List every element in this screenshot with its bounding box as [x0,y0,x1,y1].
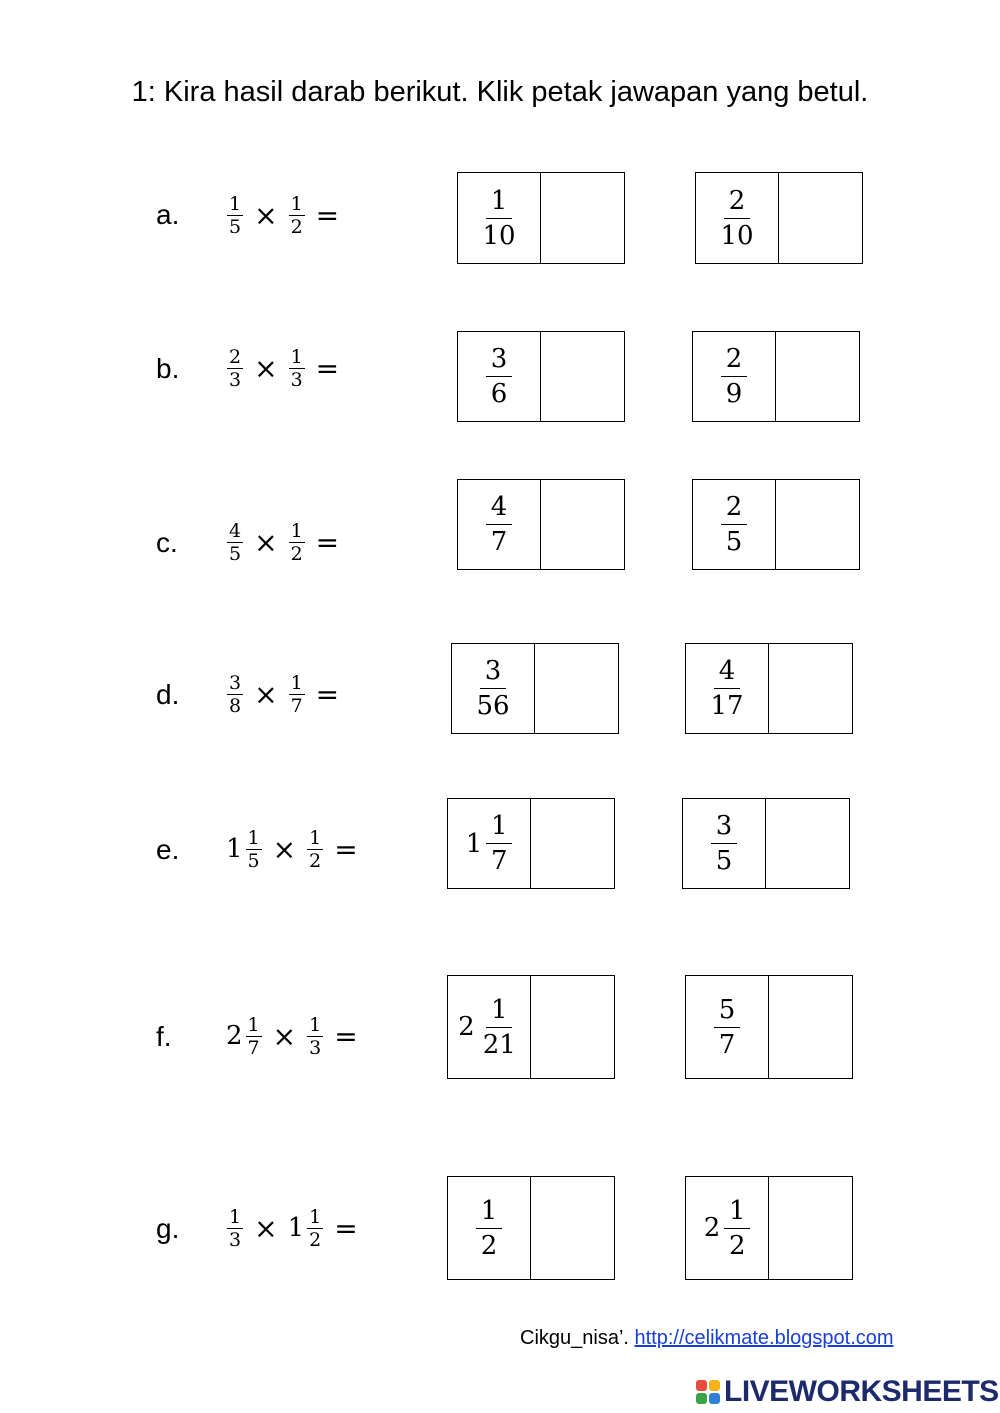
answer-option-1[interactable] [447,975,615,1079]
right-fraction: $\frac{1}{2}$ [309,826,322,872]
times-operator: × [254,198,278,232]
left-fraction: $\frac{1}{5}$ [247,826,260,872]
question-expression [226,664,349,724]
question-row-c [0,478,1000,588]
answer-check-cell[interactable] [531,799,614,888]
author-credit [520,1327,894,1350]
answer-check-cell[interactable] [541,332,624,421]
question-label: f. [156,1021,172,1052]
logo-square [696,1380,707,1391]
right-fraction: $\frac{1}{2}$ [290,519,303,565]
answer-check-cell[interactable] [769,976,852,1078]
answer-option-2[interactable] [692,479,860,570]
option-value: 2 10 [696,173,779,263]
answer-check-cell[interactable] [769,644,852,733]
equals-sign: = [334,1211,358,1245]
right-fraction: $\frac{1}{3}$ [290,345,303,391]
option-value: 4 17 [686,644,769,733]
left-fraction: $\frac{1}{7}$ [247,1013,260,1059]
question-row-d [0,642,1000,752]
equals-sign: = [315,198,340,232]
answer-check-cell[interactable] [776,332,859,421]
left-fraction: $\frac{1}{5}$ [229,192,242,238]
question-row-b [0,330,1000,440]
right-fraction: $\frac{1}{3}$ [309,1013,322,1059]
answer-option-1[interactable] [447,1176,615,1280]
right-fraction: $\frac{1}{2}$ [290,192,303,238]
right-whole: 1 [287,1213,305,1243]
answer-option-1[interactable] [451,643,619,734]
right-fraction: $\frac{1}{7}$ [290,671,303,717]
equals-sign: = [315,677,340,711]
question-label: e. [156,834,180,865]
equals-sign: = [315,351,340,385]
option-value: 3 6 [458,332,541,421]
left-fraction: $\frac{2}{3}$ [229,345,242,391]
answer-check-cell[interactable] [766,799,849,888]
left-fraction: $\frac{4}{5}$ [229,519,242,565]
times-operator: × [254,677,278,711]
times-operator: × [254,351,278,385]
question-row-g [0,1176,1000,1286]
times-operator: × [254,1211,278,1245]
answer-option-1[interactable] [457,331,625,422]
question-expression [226,1198,368,1258]
liveworksheets-brand [696,1375,999,1409]
answer-option-1[interactable] [457,479,625,570]
logo-square [709,1380,720,1391]
answer-check-cell[interactable] [541,173,624,263]
answer-check-cell[interactable] [541,480,624,569]
times-operator: × [272,1019,297,1053]
option-value: 4 7 [458,480,541,569]
answer-check-cell[interactable] [531,976,614,1078]
answer-option-2[interactable] [695,172,863,264]
option-value: 5 7 [686,976,769,1078]
question-label: b. [156,353,180,384]
question-label: d. [156,679,180,710]
answer-check-cell[interactable] [531,1177,614,1279]
option-value: 1 10 [458,173,541,263]
question-row-a [0,170,1000,280]
times-operator: × [272,832,297,866]
question-row-e [0,797,1000,907]
blog-link[interactable]: http://celikmate.blogspot.com [634,1327,894,1349]
question-label: a. [156,199,180,230]
question-label: c. [156,527,178,558]
logo-square [696,1393,707,1404]
option-value: 2 1 21 [448,976,531,1078]
brand-name: LIVEWORKSHEETS [724,1375,999,1408]
question-label: g. [156,1213,180,1244]
question-expression [226,338,349,398]
question-expression [226,185,349,245]
answer-option-2[interactable] [685,1176,853,1280]
instruction-title: 1: Kira hasil darab berikut. Klik petak jawapan yang betul. [131,76,869,108]
answer-check-cell[interactable] [769,1177,852,1279]
option-value: 3 56 [452,644,535,733]
equals-sign: = [334,832,358,866]
answer-option-2[interactable] [682,798,850,889]
left-whole: 1 [226,834,243,864]
answer-check-cell[interactable] [776,480,859,569]
answer-option-1[interactable] [447,798,615,889]
answer-check-cell[interactable] [779,173,862,263]
answer-check-cell[interactable] [535,644,618,733]
left-fraction: $\frac{3}{8}$ [229,671,242,717]
answer-option-2[interactable] [692,331,860,422]
option-value: 2 9 [693,332,776,421]
option-value: 3 5 [683,799,766,888]
answer-option-1[interactable] [457,172,625,264]
liveworksheets-logo-icon [696,1380,720,1404]
equals-sign: = [334,1019,358,1053]
author-name: Cikgu_nisa’. [520,1327,629,1349]
times-operator: × [254,525,278,559]
option-value: 2 5 [693,480,776,569]
question-expression [226,819,368,879]
logo-square [709,1393,720,1404]
question-expression [226,1006,368,1066]
option-value: 2 1 2 [686,1177,769,1279]
question-row-f [0,975,1000,1085]
left-whole: 2 [226,1021,243,1051]
answer-option-2[interactable] [685,975,853,1079]
equals-sign: = [315,525,340,559]
option-value: 1 1 7 [448,799,531,888]
right-fraction: $\frac{1}{2}$ [309,1205,322,1251]
left-fraction: $\frac{1}{3}$ [229,1205,242,1251]
option-value: 1 2 [448,1177,531,1279]
answer-option-2[interactable] [685,643,853,734]
question-expression [226,512,349,572]
